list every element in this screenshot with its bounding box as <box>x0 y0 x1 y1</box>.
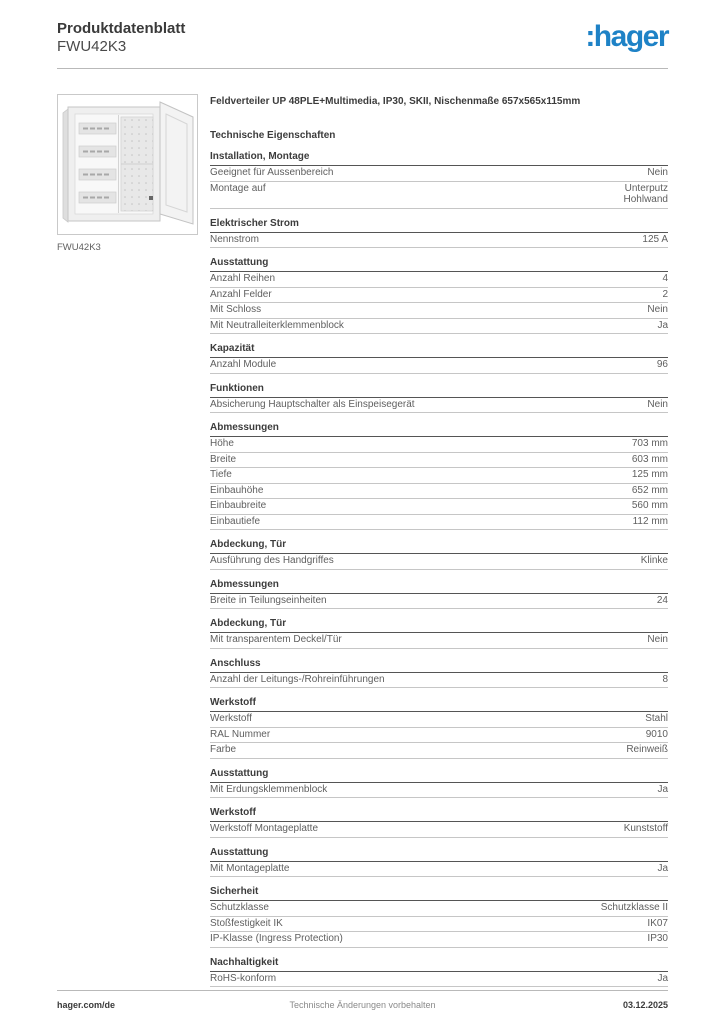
spec-section <box>210 847 668 878</box>
section-rows <box>210 594 668 610</box>
header <box>0 0 724 56</box>
spec-label: Breite <box>210 453 237 465</box>
section-title: Abdeckung, Tür <box>210 539 668 554</box>
spec-row <box>210 673 668 689</box>
header-titles <box>57 20 185 56</box>
spec-value: IK07 <box>647 917 668 929</box>
spec-label: Farbe <box>210 744 237 755</box>
spec-section <box>210 218 668 249</box>
footer-date: 03.12.2025 <box>622 1000 668 1010</box>
section-rows <box>210 398 668 414</box>
spec-row <box>210 437 668 453</box>
section-title: Sicherheit <box>210 886 668 901</box>
spec-row <box>210 499 668 515</box>
footer-website: hager.com/de <box>57 1000 116 1010</box>
section-rows <box>210 554 668 570</box>
product-code: FWU42K3 <box>57 38 127 55</box>
spec-label: Mit Schloss <box>210 304 262 315</box>
spec-label: IP-Klasse (Ingress Protection) <box>210 933 343 944</box>
spec-value: 703 mm <box>631 438 668 449</box>
spec-label: Absicherung Hauptschalter als Einspeisegerät <box>210 398 415 410</box>
spec-section <box>210 539 668 570</box>
spec-label: Breite in Teilungseinheiten <box>210 594 327 606</box>
spec-value: 603 mm <box>631 453 668 465</box>
spec-label: Höhe <box>210 438 234 449</box>
spec-label: Anzahl Felder <box>210 288 272 300</box>
spec-row <box>210 468 668 484</box>
distribution-board-image <box>60 97 195 232</box>
spec-section <box>210 618 668 649</box>
spec-row <box>210 728 668 744</box>
spec-label: Anzahl der Leitungs-/Rohreinführungen <box>210 673 385 685</box>
spec-label: RoHS-konform <box>210 972 277 984</box>
spec-row <box>210 288 668 304</box>
spec-section <box>210 697 668 759</box>
spec-row <box>210 358 668 374</box>
spec-row <box>210 233 668 249</box>
spec-row <box>210 783 668 799</box>
spec-label: Werkstoff Montageplatte <box>210 823 319 834</box>
spec-value: Nein <box>647 398 668 410</box>
product-description: Feldverteiler UP 48PLE+Multimedia, IP30, SKII, Nischenmaße 657x565x115mm <box>210 96 581 107</box>
spec-row <box>210 554 668 570</box>
spec-row <box>210 484 668 500</box>
spec-row <box>210 303 668 319</box>
spec-section <box>210 886 668 948</box>
spec-value: 560 mm <box>631 500 668 511</box>
section-title: Ausstattung <box>210 768 668 783</box>
section-title: Ausstattung <box>210 847 668 862</box>
section-rows <box>210 233 668 249</box>
spec-label: RAL Nummer <box>210 728 271 740</box>
spec-value: Nein <box>647 634 668 645</box>
spec-section <box>210 383 668 414</box>
spec-value: 24 <box>656 594 668 606</box>
section-rows <box>210 862 668 878</box>
spec-label: Mit transparentem Deckel/Tür <box>210 634 342 645</box>
spec-value: Ja <box>657 972 668 984</box>
spec-value: Ja <box>657 862 668 874</box>
main-content <box>0 69 724 987</box>
spec-label: Mit Neutralleiterklemmenblock <box>210 319 344 331</box>
spec-row <box>210 862 668 878</box>
spec-row <box>210 166 668 182</box>
spec-label: Einbaubreite <box>210 500 267 511</box>
spec-label: Geeignet für Aussenbereich <box>210 167 334 178</box>
section-rows <box>210 272 668 334</box>
section-rows <box>210 972 668 988</box>
spec-label: Nennstrom <box>210 233 259 245</box>
spec-section <box>210 807 668 838</box>
section-rows <box>210 783 668 799</box>
product-image-column <box>57 94 198 987</box>
spec-label: Einbauhöhe <box>210 484 264 496</box>
spec-value: IP30 <box>647 933 668 944</box>
spec-sections <box>210 151 668 987</box>
section-title: Anschluss <box>210 658 668 673</box>
specs-column <box>210 94 668 987</box>
spec-row <box>210 515 668 531</box>
section-title: Abdeckung, Tür <box>210 618 668 633</box>
spec-label: Mit Montageplatte <box>210 862 290 874</box>
spec-value: 112 mm <box>632 515 668 527</box>
section-title: Ausstattung <box>210 257 668 272</box>
spec-row <box>210 633 668 649</box>
spec-value: Schutzklasse II <box>600 902 668 913</box>
spec-value: Kunststoff <box>623 823 668 834</box>
section-title: Werkstoff <box>210 697 668 712</box>
spec-row <box>210 453 668 469</box>
spec-row <box>210 272 668 288</box>
spec-value: 4 <box>662 273 668 284</box>
spec-label: Stoßfestigkeit IK <box>210 917 283 929</box>
spec-row <box>210 972 668 988</box>
spec-label: Tiefe <box>210 469 232 480</box>
spec-row <box>210 398 668 414</box>
spec-section <box>210 768 668 799</box>
spec-value: Stahl <box>645 713 668 724</box>
section-title: Elektrischer Strom <box>210 218 668 233</box>
section-rows <box>210 358 668 374</box>
spec-value: 8 <box>662 673 668 685</box>
spec-label: Montage auf <box>210 182 266 194</box>
spec-row <box>210 712 668 728</box>
spec-row <box>210 743 668 759</box>
section-title: Nachhaltigkeit <box>210 957 668 972</box>
spec-section <box>210 579 668 610</box>
section-rows <box>210 712 668 759</box>
spec-label: Schutzklasse <box>210 902 269 913</box>
spec-label: Anzahl Reihen <box>210 273 276 284</box>
spec-value: 2 <box>662 288 668 300</box>
spec-label: Ausführung des Handgriffes <box>210 555 334 566</box>
footer-disclaimer: Technische Änderungen vorbehalten <box>289 1000 436 1010</box>
doc-type-title: Produktdatenblatt <box>57 20 186 37</box>
spec-value: Nein <box>647 167 668 178</box>
section-rows <box>210 166 668 209</box>
spec-row <box>210 319 668 335</box>
hager-logo: :hager <box>585 20 668 53</box>
section-rows <box>210 901 668 948</box>
spec-label: Werkstoff <box>210 713 252 724</box>
spec-value: 652 mm <box>631 484 668 496</box>
spec-value: 125 mm <box>631 469 668 480</box>
product-image-caption: FWU42K3 <box>57 242 101 253</box>
spec-label: Anzahl Module <box>210 359 277 370</box>
spec-section <box>210 422 668 530</box>
spec-row <box>210 932 668 948</box>
spec-row <box>210 182 668 209</box>
spec-row <box>210 901 668 917</box>
specs-heading: Technische Eigenschaften <box>210 130 336 141</box>
spec-label: Einbautiefe <box>210 515 261 527</box>
spec-row <box>210 822 668 838</box>
spec-value: Unterputz Hohlwand <box>623 182 668 205</box>
section-title: Funktionen <box>210 383 668 398</box>
section-rows <box>210 437 668 530</box>
spec-value: 9010 <box>645 728 668 740</box>
spec-row <box>210 594 668 610</box>
section-title: Abmessungen <box>210 422 668 437</box>
spec-value: Reinweiß <box>626 744 668 755</box>
section-title: Installation, Montage <box>210 151 668 166</box>
section-rows <box>210 673 668 689</box>
spec-value: 96 <box>656 359 668 370</box>
spec-value: Ja <box>657 783 668 795</box>
spec-section <box>210 343 668 374</box>
footer <box>57 990 668 1010</box>
section-title: Werkstoff <box>210 807 668 822</box>
spec-value: Ja <box>657 319 668 331</box>
spec-value: Klinke <box>640 555 668 566</box>
spec-section <box>210 151 668 209</box>
section-title: Kapazität <box>210 343 668 358</box>
spec-value: Nein <box>647 304 668 315</box>
spec-section <box>210 957 668 988</box>
spec-row <box>210 917 668 933</box>
spec-label: Mit Erdungsklemmenblock <box>210 783 328 795</box>
spec-section <box>210 658 668 689</box>
product-image-frame <box>57 94 198 235</box>
section-rows <box>210 822 668 838</box>
section-rows <box>210 633 668 649</box>
section-title: Abmessungen <box>210 579 668 594</box>
spec-section <box>210 257 668 334</box>
spec-value: 125 A <box>642 233 668 245</box>
